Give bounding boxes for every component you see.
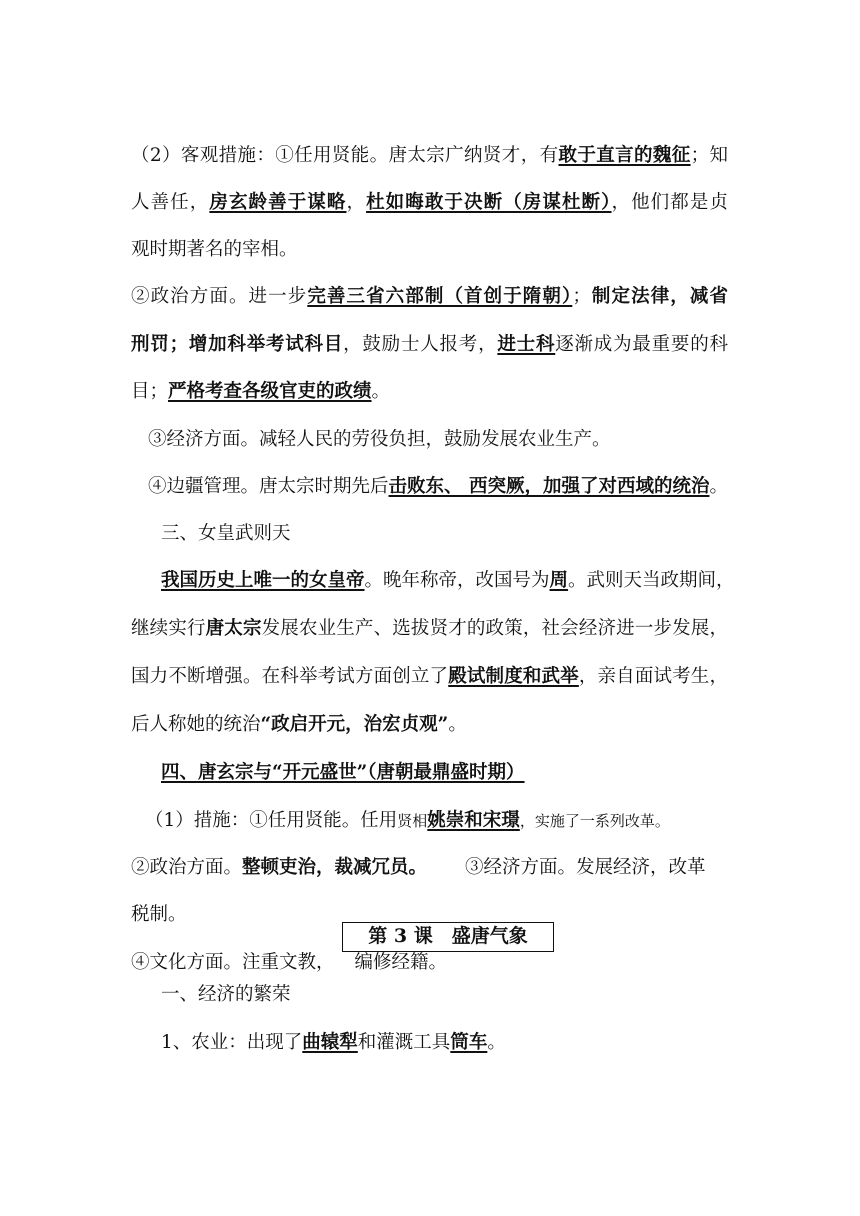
underlined-keyword: 曲辕犁	[302, 1032, 358, 1053]
underlined-keyword: 殿试制度和武举	[448, 666, 579, 687]
para8-line: ④文化方面。注重文教， 编修经籍。	[131, 952, 448, 973]
underlined-keyword: 我国历史上唯一的女皇帝	[161, 570, 365, 591]
para2-line2: 刑罚；增加科举考试科目，鼓励士人报考，进士科逐渐成为最重要的科	[131, 334, 728, 355]
para1-line1: （2）客观措施：①任用贤能。唐太宗广纳贤才，有敢于直言的魏征；知	[131, 145, 728, 166]
section-heading-bold: 四、唐玄宗与“开元盛世”（唐朝最鼎盛时期）	[161, 762, 525, 783]
para5-line4: 后人称她的统治“政启开元，治宏贞观”。	[131, 714, 467, 735]
para1-line3: 观时期著名的宰相。	[131, 239, 298, 260]
underlined-keyword: 杜如晦敢于决断（房谋杜断）	[366, 192, 612, 213]
para2-line3: 目；严格考查各级官吏的政绩。	[131, 381, 391, 402]
lesson-title-box: 第 3 课 盛唐气象	[342, 922, 554, 952]
underlined-keyword: 房玄龄善于谋略	[209, 192, 347, 213]
underlined-keyword: 筒车	[450, 1032, 488, 1053]
para1-line2: 人善任，房玄龄善于谋略，杜如晦敢于决断（房谋杜断），他们都是贞	[131, 192, 728, 213]
para7-line2: 税制。	[131, 904, 187, 925]
underlined-keyword: 完善三省六部制（首创于隋朝）	[307, 286, 573, 307]
underlined-keyword: 严格考查各级官吏的政绩	[168, 381, 372, 402]
para5-line2: 继续实行唐太宗发展农业生产、选拔贤才的政策，社会经济进一步发展，	[131, 618, 728, 639]
para7-line1: ②政治方面。整顿吏治，裁减冗员。 ③经济方面。发展经济，改革	[131, 857, 706, 878]
underlined-keyword: 敢于直言的魏征	[558, 145, 691, 166]
para6-line: （1）措施：①任用贤能。任用贤相姚崇和宋璟，实施了一系列改革。	[145, 810, 670, 831]
section-heading: 三、女皇武则天	[161, 523, 291, 544]
section-heading: 一、经济的繁荣	[161, 984, 291, 1005]
para9-line: 1、农业：出现了曲辕犁和灌溉工具筒车。	[161, 1032, 506, 1053]
underlined-keyword: 击败东、 西突厥，加强了对西域的统治	[388, 476, 710, 497]
para5-line1: 我国历史上唯一的女皇帝。晚年称帝，改国号为周。武则天当政期间，	[161, 570, 735, 591]
para3-line: ③经济方面。减轻人民的劳役负担，鼓励发展农业生产。	[148, 429, 611, 450]
para5-line3: 国力不断增强。在科举考试方面创立了殿试制度和武举，亲自面试考生，	[131, 666, 728, 687]
underlined-keyword: 进士科	[497, 334, 556, 355]
para4-line: ④边疆管理。唐太宗时期先后击败东、 西突厥，加强了对西域的统治。	[148, 476, 728, 497]
underlined-keyword: 姚崇和宋璟	[427, 810, 520, 831]
underlined-keyword: 周	[549, 570, 569, 591]
para2-line1: ②政治方面。进一步完善三省六部制（首创于隋朝）；制定法律，减省	[131, 286, 728, 307]
